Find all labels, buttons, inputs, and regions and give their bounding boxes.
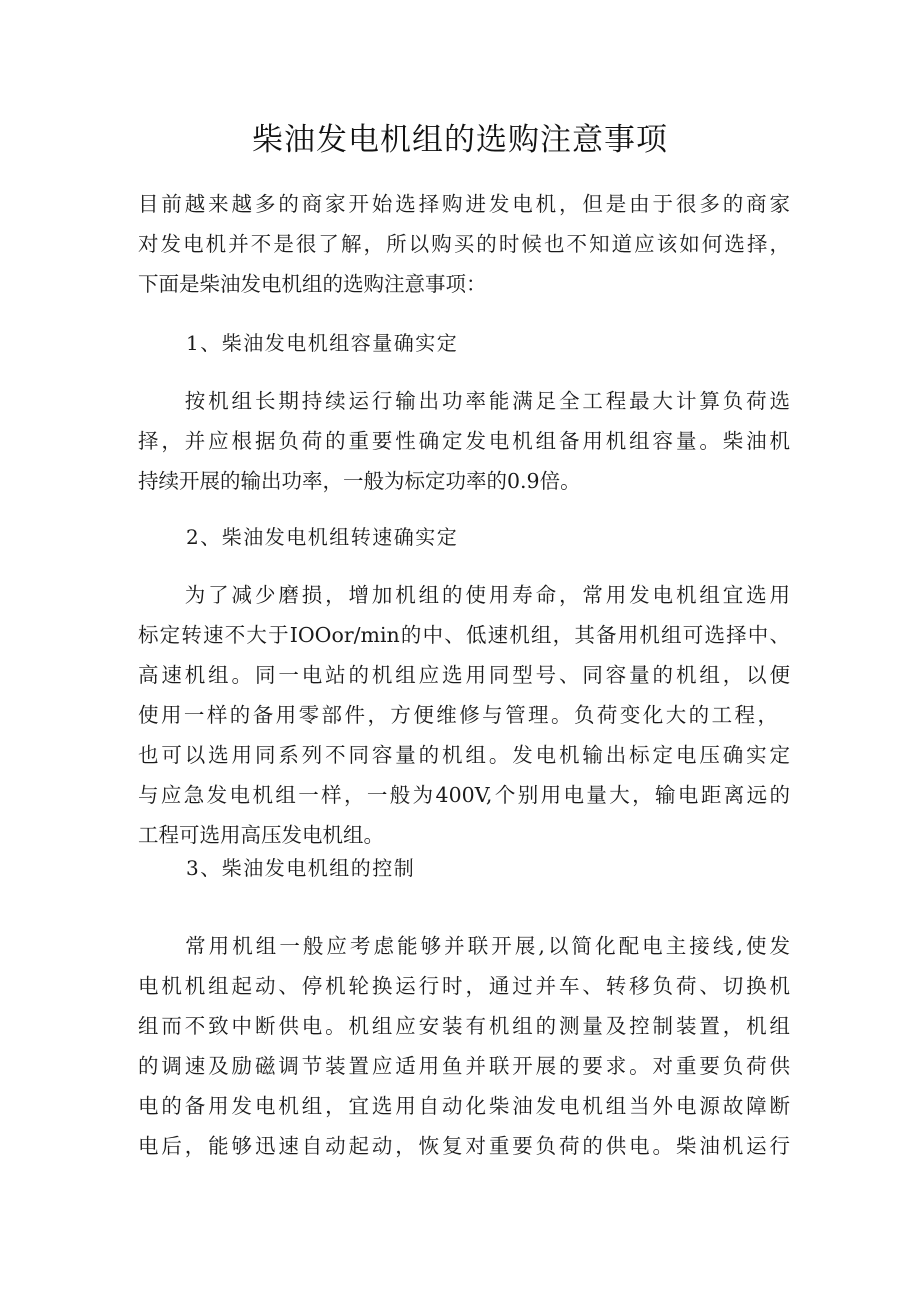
section-3-line-6: 电后，能够迅速自动起动，恢复对重要负荷的供电。柴油机运行 xyxy=(138,1134,790,1158)
section-2-heading: 2、柴油发电机组转速确实定 xyxy=(186,525,459,549)
section-2-line-1: 为了减少磨损，增加机组的使用寿命，常用发电机组宜选用 xyxy=(138,583,790,607)
section-1-line-1: 按机组长期持续运行输出功率能满足全工程最大计算负荷选 xyxy=(138,389,790,413)
section-2-line-7: 工程可选用高压发电机组。 xyxy=(138,823,384,847)
section-2-line-6: 与应急发电机组一样，一般为400V,个别用电量大，输电距离远的 xyxy=(138,783,790,807)
intro-line-1: 目前越来越多的商家开始选择购进发电机，但是由于很多的商家 xyxy=(138,192,790,216)
section-2-line-2: 标定转速不大于IOOor∕min的中、低速机组，其备用机组可选择中、 xyxy=(138,623,790,647)
section-1-heading: 1、柴油发电机组容量确实定 xyxy=(186,331,459,355)
section-1-line-2: 择，并应根据负荷的重要性确定发电机组备用机组容量。柴油机 xyxy=(138,429,790,453)
section-3-line-3: 组而不致中断供电。机组应安装有机组的测量及控制装置，机组 xyxy=(138,1014,790,1038)
section-1-line-3: 持续开展的输出功率，一般为标定功率的0.9倍。 xyxy=(138,469,581,493)
section-3-line-5: 电的备用发电机组，宜选用自动化柴油发电机组当外电源故障断 xyxy=(138,1094,790,1118)
section-2-line-4: 使用一样的备用零部件，方便维修与管理。负荷变化大的工程， xyxy=(138,703,778,727)
intro-line-2: 对发电机并不是很了解，所以购买的时候也不知道应该如何选择， xyxy=(138,232,790,256)
section-3-heading: 3、柴油发电机组的控制 xyxy=(186,856,416,880)
intro-line-3: 下面是柴油发电机组的选购注意事项： xyxy=(138,272,487,296)
document-title: 柴油发电机组的选购注意事项 xyxy=(252,122,668,158)
section-3-line-1: 常用机组一般应考虑能够并联开展,以简化配电主接线,使发 xyxy=(138,934,790,958)
section-3-line-4: 的调速及励磁调节装置应适用鱼并联开展的要求。对重要负荷供 xyxy=(138,1054,790,1078)
section-2-line-3: 高速机组。同一电站的机组应选用同型号、同容量的机组，以便 xyxy=(138,663,790,687)
section-3-line-2: 电机机组起动、停机轮换运行时，通过并车、转移负荷、切换机 xyxy=(138,974,790,998)
section-2-line-5: 也可以选用同系列不同容量的机组。发电机输出标定电压确实定 xyxy=(138,743,790,767)
